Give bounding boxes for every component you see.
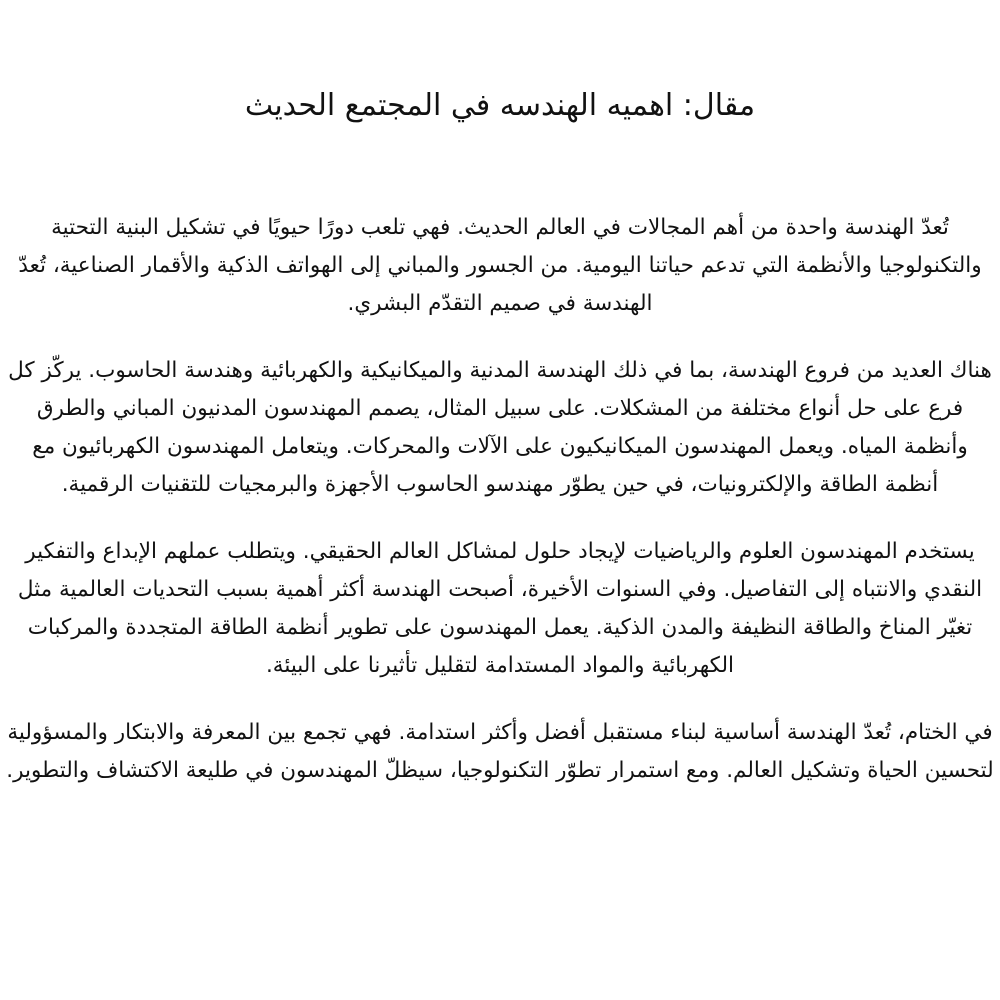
article-paragraph-branches: هناك العديد من فروع الهندسة، بما في ذلك الهندسة المدنية والميكانيكية والكهربائية وهندسة الحاسوب. يركّز كل فرع على حل أنواع مختلفة من المشكلات. على سبيل المثال، يصمم المهندسون المدنيون المباني والطرق وأنظمة المياه. ويعمل المهندسون الميكانيكيون على الآلات والمحركات. ويتعامل المهندسون الكهربائيون مع أنظمة الطاقة والإلكترونيات، في حين يطوّر مهندسو الحاسوب الأجهزة والبرمجيات للتقنيات الرقمية. — [8, 357, 992, 497]
article-paragraph-skills-challenges: يستخدم المهندسون العلوم والرياضيات لإيجاد حلول لمشاكل العالم الحقيقي. ويتطلب عملهم الإبداع والتفكير النقدي والانتباه إلى التفاصيل. وفي السنوات الأخيرة، أصبحت الهندسة أكثر أهمية بسبب التحديات العالمية مثل تغيّر المناخ والطاقة النظيفة والمدن الذكية. يعمل المهندسون على تطوير أنظمة الطاقة المتجددة والمركبات الكهربائية والمواد المستدامة لتقليل تأثيرنا على البيئة. — [17, 538, 983, 678]
article-paragraph-intro: تُعدّ الهندسة واحدة من أهم المجالات في العالم الحديث. فهي تلعب دورًا حيويًا في تشكيل البنية التحتية والتكنولوجيا والأنظمة التي تدعم حياتنا اليومية. من الجسور والمباني إلى الهواتف الذكية والأقمار الصناعية، تُعدّ الهندسة في صميم التقدّم البشري. — [18, 214, 982, 316]
article-title: مقال: اهميه الهندسه في المجتمع الحديث — [244, 88, 756, 123]
article-paragraph-conclusion: في الختام، تُعدّ الهندسة أساسية لبناء مستقبل أفضل وأكثر استدامة. فهي تجمع بين المعرفة والابتكار والمسؤولية لتحسين الحياة وتشكيل العالم. ومع استمرار تطوّر التكنولوجيا، سيظلّ المهندسون في طليعة الاكتشاف والتطوير. — [6, 719, 994, 783]
article-body — [0, 209, 1000, 790]
